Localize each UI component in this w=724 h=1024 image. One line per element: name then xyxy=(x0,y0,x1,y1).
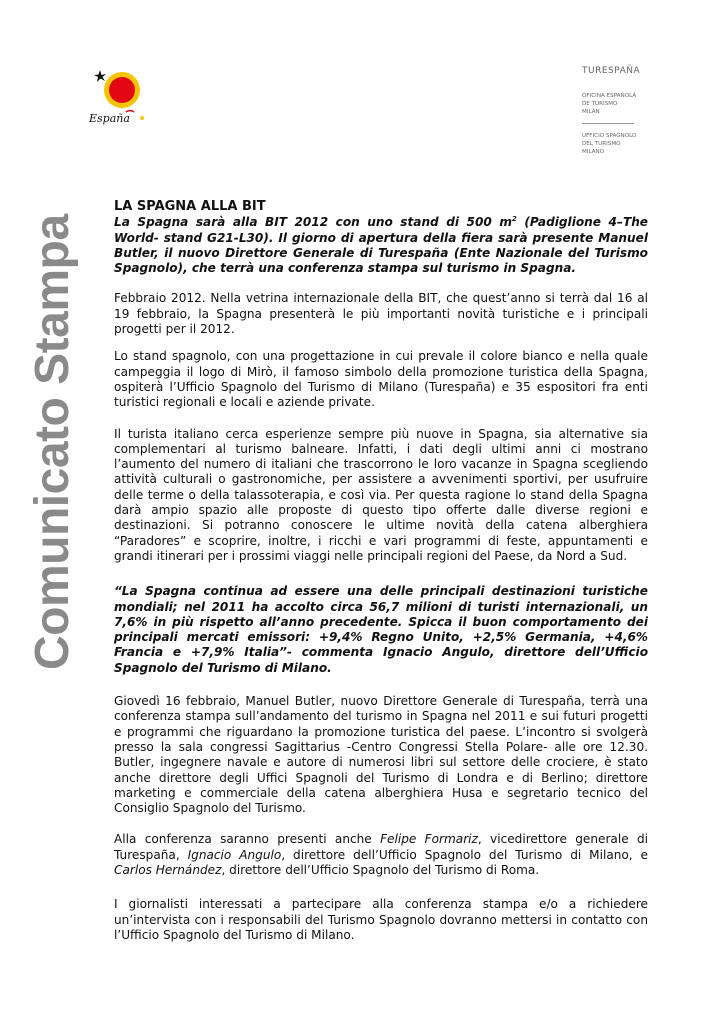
paragraph-speakers: Alla conferenza saranno presenti anche Felipe Formariz, vicedirettore generale di Turespaña, Ignacio Angulo, direttore dell’Ufficio Spagnolo del Turismo di Milano, e Carlos Hernández, direttore dell’Ufficio Spagnolo del Turismo di Roma. xyxy=(114,832,649,877)
lead-paragraph: La Spagna sarà alla BIT 2012 con uno stand di 500 $m^2$ (Padiglione 4–The World- stand G21-L30). Il giorno di apertura della fiera sarà presente Manuel Butler, il nuovo Direttore Generale di Turespaña (Ente Nazionale del Turismo Spagnolo), che terrà una conferenza stampa sul turismo in Spagna. xyxy=(114,215,649,276)
org-name-italian: UFFICIO SPAGNOLO DEL TURISMO MILANO xyxy=(582,133,637,155)
paragraph-stand: Lo stand spagnolo, con una progettazione in cui prevale il colore bianco e nella quale campeggia il logo di Mirò, il famoso simbolo della promozione turistica della Spagna, ospiterà l’Ufficio Spagnolo del Turismo di Milano (Turespaña) e 35 espositori fra enti turistici regionali e locali e aziende private. xyxy=(114,349,648,410)
page-title: LA SPAGNA ALLA BIT xyxy=(114,199,266,214)
divider xyxy=(582,123,634,124)
paragraph-contact: I giornalisti interessati a partecipare alla conferenza stampa e/o a richiedere un’intervista con i responsabili del Turismo Spagnolo dovranno mettersi in contatto con l’Ufficio Spagnolo del Turismo di Milano. xyxy=(114,897,648,942)
svg-text:España: España xyxy=(89,112,130,125)
brand-name: TURESPAÑA xyxy=(582,66,641,76)
side-label: Comunicato Stampa xyxy=(26,214,79,670)
organization-header xyxy=(582,66,682,156)
paragraph-conference: Giovedì 16 febbraio, Manuel Butler, nuovo Direttore Generale di Turespaña, terrà una conferenza stampa sull’andamento del turismo in Spagna nel 2011 e sui futuri progetti e programmi che riguardano la promozione turistica del paese. L’incontro si svolgerà presso la sala congressi Sagittarius -Centro Congressi Stella Polare- alle ore 12.30. Butler, ingegnere navale e autore di numerosi libri sul settore delle crociere, è stato anche direttore degli Uffici Spagnoli del Turismo di Londra e di Berlino; direttore marketing e commerciale della catena alberghiera Husa e segretario tecnico del Consiglio Spagnolo del Turismo. xyxy=(114,694,648,816)
paragraph-tourist: Il turista italiano cerca esperienze sempre più nuove in Spagna, sia alternative sia complementari al turismo balneare. Infatti, i dati degli ultimi anni ci mostrano l’aumento del numero di italiani che trascorrono le loro vacanze in Spagna scegliendo attività culturali o gastronomiche, per assistere a avvenimenti sportivi, per usufruire delle terme o della talassoterapia, e così via. Per questa ragione lo stand della Spagna darà ampio spazio alle proposte di questo tipo offerte dalle diverse regioni e destinazioni. Si potranno conoscere le ultime novità della catena alberghiera “Paradores” e scoprire, inoltre, i ricchi e vari programmi di feste, appuntamenti e grandi itinerari per i prossimi viaggi nelle principali regioni del Paese, da Nord a Sud. xyxy=(114,426,648,563)
espana-logo xyxy=(86,66,148,128)
press-release-body xyxy=(114,199,648,955)
org-name-spanish: OFICINA ESPAÑOLA DE TURISMO MILÁN xyxy=(582,93,637,115)
paragraph-intro: Febbraio 2012. Nella vetrina internazionale della BIT, che quest’anno si terrà dal 16 al 19 febbraio, la Spagna presenterà le più importanti novità turistiche e i principali progetti per il 2012. xyxy=(114,291,648,337)
quote-paragraph: “La Spagna continua ad essere una delle principali destinazioni turistiche mondiali; nel 2011 ha accolto circa 56,7 milioni di turisti internazionali, un 7,6% in più rispetto all’anno precedente. Spicca il buon comportamento dei principali mercati emissori: +9,4% Regno Unito, +2,5% Germania, +4,6% Francia e +7,9% Italia”- commenta Ignacio Angulo, direttore dell’Ufficio Spagnolo del Turismo di Milano. xyxy=(114,584,648,675)
